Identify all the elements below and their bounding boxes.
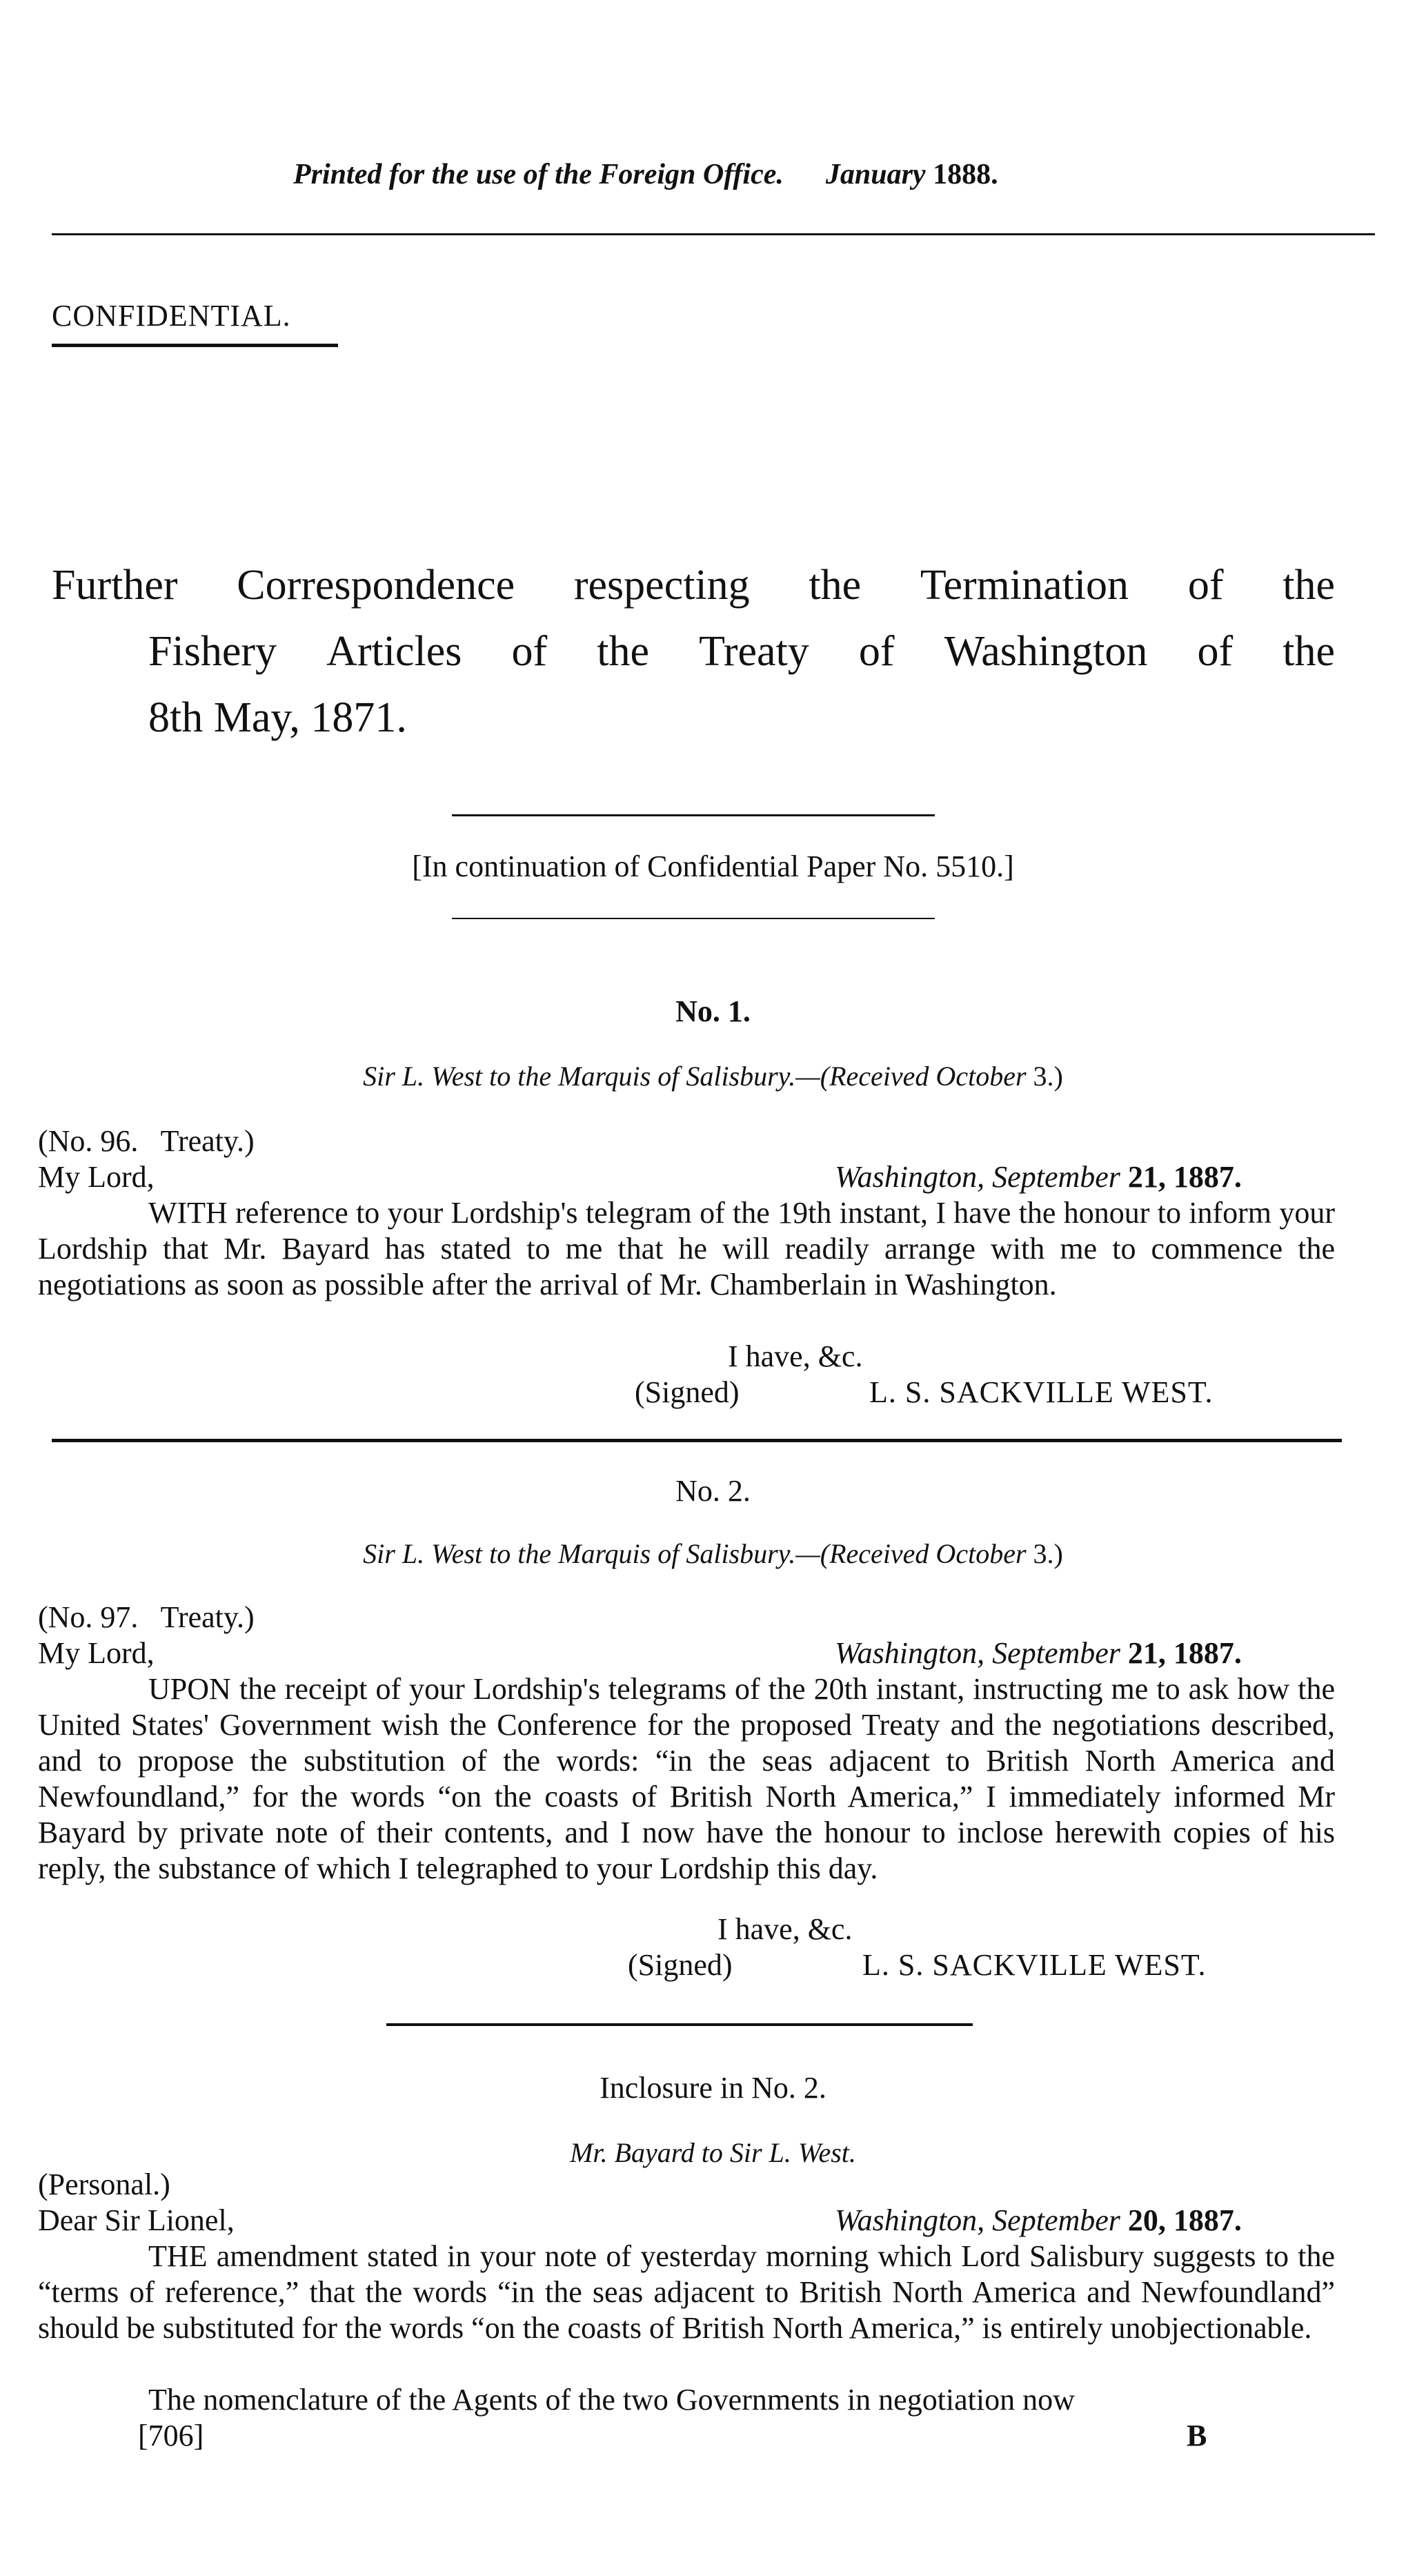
doc1-ref: (No. 96. Treaty.) bbox=[38, 1124, 255, 1158]
doc2-heading-tail: 3.) bbox=[1033, 1538, 1063, 1569]
print-number: [706] bbox=[138, 2419, 204, 2452]
continuation-rule-top bbox=[452, 814, 935, 816]
doc2-date: 21, 1887. bbox=[1127, 1636, 1242, 1670]
inclosure-dateline bbox=[835, 2203, 1242, 2239]
continuation-note: [In continuation of Confidential Paper No. 5510.] bbox=[412, 849, 1014, 883]
inclosure-place: Washington, September bbox=[835, 2203, 1120, 2237]
doc1-place: Washington, September bbox=[835, 1160, 1120, 1194]
doc2-signature: L. S. SACKVILLE WEST. bbox=[862, 1948, 1207, 1982]
inclosure-body: THE amendment stated in your note of yesterday morning which Lord Salisbury suggests to the “terms of reference,” that the words “in the seas adjacent to British North America and Newfoundland” should be substituted for the words “on the coasts of British North America,” is entirely unobjectionable. bbox=[38, 2239, 1335, 2345]
doc1-dateline bbox=[835, 1159, 1242, 1195]
inclosure-ref: (Personal.) bbox=[38, 2167, 170, 2201]
title-word: the bbox=[809, 562, 862, 609]
doc2-heading bbox=[0, 1537, 1426, 1571]
imprint-line bbox=[293, 157, 998, 192]
title-line-1 bbox=[52, 552, 1335, 618]
doc2-body: UPON the receipt of your Lordship's telegrams of the 20th instant, instructing me to ask how the United States' Government wish the Conference for the proposed Treaty and the negotiations described, and to propose the substitution of the words: “in the seas adjacent to British North America and Newfoundland,” for the words “on the coasts of British North America,” I immediately informed Mr Bayard by private note of their contents, and I now have the honour to inclose herewith copies of his reply, the substance of which I telegraphed to your Lordship this day. bbox=[38, 1672, 1335, 1885]
doc1-signature: L. S. SACKVILLE WEST. bbox=[869, 1375, 1214, 1409]
doc1-salutation: My Lord, bbox=[38, 1160, 155, 1194]
title-word: Washington bbox=[944, 628, 1148, 675]
doc1-body: WITH reference to your Lordship's telegram of the 19th instant, I have the honour to inform your Lordship that Mr. Bayard has stated to me that he will readily arrange with me to commence the negotiations as soon as possible after the arrival of Mr. Chamberlain in Washington. bbox=[38, 1196, 1335, 1301]
title-line-3: 8th May, 1871. bbox=[148, 694, 407, 741]
inclosure-body-continued: The nomenclature of the Agents of the two Governments in negotiation now bbox=[148, 2383, 1075, 2417]
doc2-ref: (No. 97. Treaty.) bbox=[38, 1600, 255, 1634]
title-word: the bbox=[597, 628, 650, 675]
title-word: of bbox=[1197, 628, 1234, 675]
title-word: the bbox=[1283, 562, 1335, 609]
doc1-heading-tail: 3.) bbox=[1033, 1061, 1063, 1092]
title-word: Correspondence bbox=[237, 562, 515, 609]
inclosure-heading: Mr. Bayard to Sir L. West. bbox=[570, 2137, 856, 2168]
doc2-heading-text: Sir L. West to the Marquis of Salisbury.—(Received October bbox=[363, 1538, 1027, 1569]
doc1-heading-text: Sir L. West to the Marquis of Salisbury.—(Received October bbox=[363, 1061, 1027, 1092]
doc2-signed: (Signed) bbox=[628, 1948, 733, 1982]
classification-underline bbox=[52, 344, 338, 347]
title-word: respecting bbox=[573, 562, 750, 609]
doc1-signed: (Signed) bbox=[635, 1375, 740, 1409]
title-word: Termination bbox=[920, 562, 1129, 609]
doc2-place: Washington, September bbox=[835, 1636, 1120, 1670]
doc1-number: No. 1. bbox=[675, 994, 751, 1028]
doc2-end-rule bbox=[386, 2023, 973, 2026]
title-word: Fishery bbox=[148, 628, 277, 675]
title-word: of bbox=[1187, 562, 1224, 609]
doc2-number: No. 2. bbox=[675, 1474, 751, 1508]
inclosure-title: Inclosure in No. 2. bbox=[600, 2071, 826, 2105]
title-word: Treaty bbox=[699, 628, 809, 675]
title-word: Further bbox=[52, 562, 178, 609]
doc2-salutation: My Lord, bbox=[38, 1636, 155, 1670]
title-word: of bbox=[511, 628, 548, 675]
title-word: the bbox=[1283, 628, 1335, 675]
doc2-closing: I have, &c. bbox=[717, 1912, 853, 1946]
imprint-month: January bbox=[825, 159, 926, 190]
header-rule bbox=[52, 233, 1375, 235]
inclosure-salutation: Dear Sir Lionel, bbox=[38, 2203, 235, 2237]
doc2-dateline bbox=[835, 1635, 1242, 1671]
imprint-text: Printed for the use of the Foreign Office. bbox=[293, 159, 784, 190]
title-line-2 bbox=[148, 618, 1335, 685]
doc1-end-rule bbox=[52, 1439, 1342, 1442]
classification: CONFIDENTIAL. bbox=[52, 299, 291, 333]
doc1-date: 21, 1887. bbox=[1127, 1160, 1242, 1194]
title-word: of bbox=[858, 628, 895, 675]
title-word: Articles bbox=[326, 628, 462, 675]
signature-letter: B bbox=[1187, 2419, 1207, 2452]
doc1-closing: I have, &c. bbox=[728, 1339, 863, 1373]
doc1-heading bbox=[0, 1059, 1426, 1094]
inclosure-date: 20, 1887. bbox=[1127, 2203, 1242, 2237]
continuation-rule-bottom bbox=[452, 918, 935, 919]
imprint-year: 1888. bbox=[933, 159, 998, 190]
